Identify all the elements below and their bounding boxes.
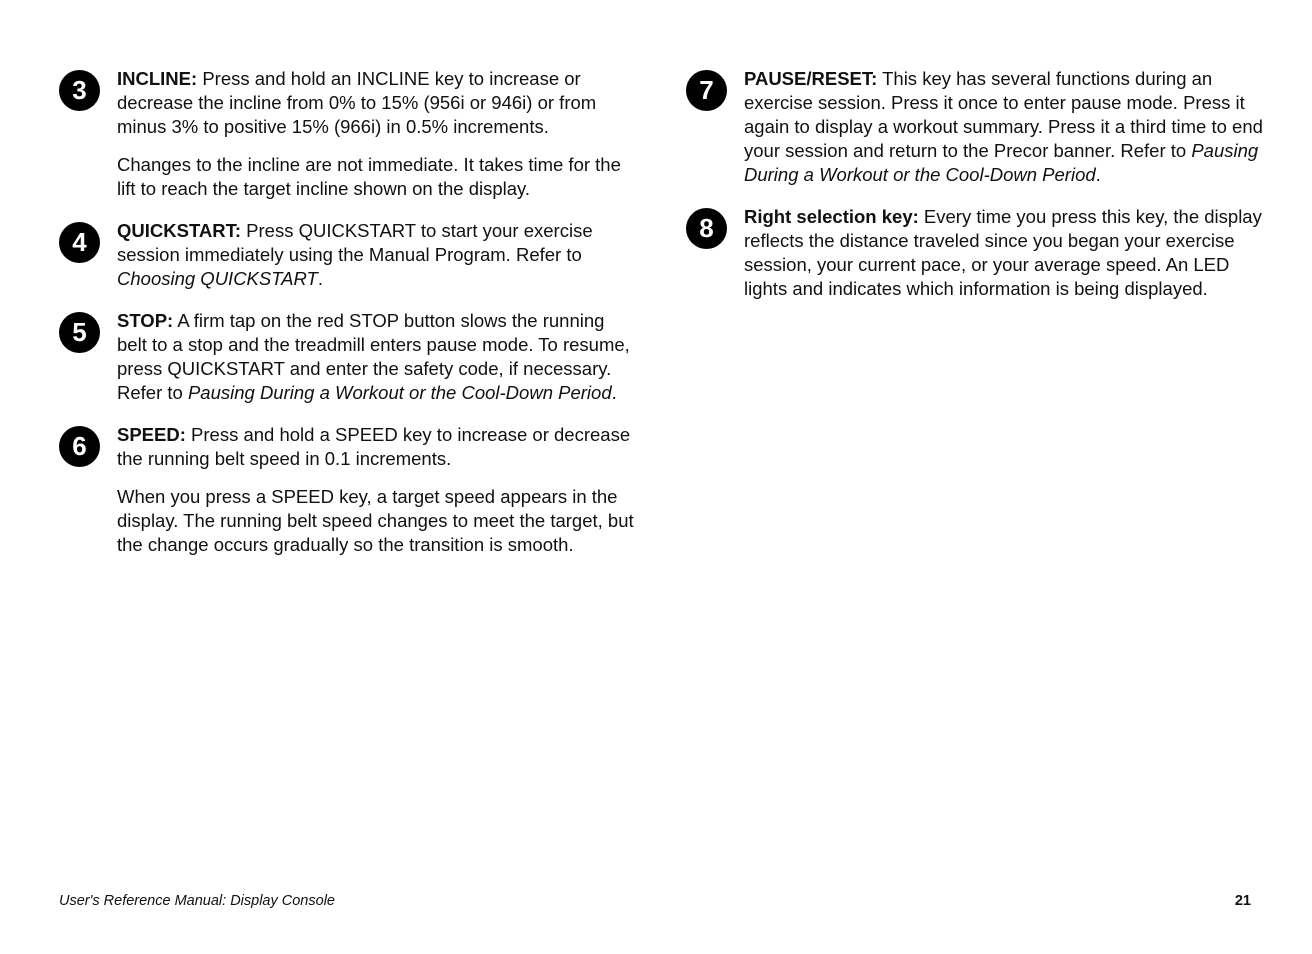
page-number: 21 [1234, 893, 1251, 909]
number-badge: 3 [59, 70, 100, 111]
sentence-end: . [317, 268, 323, 289]
item-note: When you press a SPEED key, a target speed appears in the display. The running belt speed changes to meet the target, but the change occurs gradually so the transition is smooth. [117, 486, 634, 555]
sentence-end: . [611, 382, 617, 403]
cross-reference: Pausing During a Workout or the Cool-Down Period [744, 140, 1259, 185]
number-badge: 5 [59, 312, 100, 353]
item-description [117, 423, 639, 471]
item-description [117, 309, 639, 405]
item-speed [59, 423, 639, 557]
item-text: Every time you press this key, the display reflects the distance traveled since you began your exercise session, your current pace, or your average speed. An LED lights and indicates which information is being displayed. [744, 206, 1262, 299]
item-text: Press and hold an INCLINE key to increase or decrease the incline from 0% to 15% (956i or 946i) or from minus 3% to positive 15% (966i) in 0.5% increments. [117, 68, 597, 137]
cross-reference: Pausing During a Workout or the Cool-Down Period [187, 382, 612, 403]
number-badge: 7 [686, 70, 727, 111]
right-column [686, 67, 1276, 319]
item-pause-reset [686, 67, 1276, 187]
item-quickstart [59, 219, 639, 291]
item-description [117, 67, 639, 139]
item-text: Press and hold a SPEED key to increase or decrease the running belt speed in 0.1 increments. [117, 424, 631, 469]
number-badge: 6 [59, 426, 100, 467]
item-label: QUICKSTART: [117, 220, 242, 241]
item-text: A firm tap on the red STOP button slows the running belt to a stop and the treadmill enters pause mode. To resume, press QUICKSTART and enter the safety code, if necessary. Refer to [117, 310, 630, 403]
item-label: PAUSE/RESET: [744, 68, 878, 89]
item-label: INCLINE: [117, 68, 198, 89]
item-right-selection-key [686, 205, 1276, 301]
item-label: SPEED: [117, 424, 186, 445]
item-text: Press QUICKSTART to start your exercise session immediately using the Manual Program. Refer to [117, 220, 593, 265]
item-label: Right selection key: [744, 206, 919, 227]
footer-title: User's Reference Manual: Display Console [59, 893, 335, 909]
item-note: Changes to the incline are not immediate. It takes time for the lift to reach the target incline shown on the display. [117, 154, 621, 199]
cross-reference: Choosing QUICKSTART [117, 268, 318, 289]
item-incline [59, 67, 639, 201]
item-description [744, 67, 1276, 187]
number-badge: 4 [59, 222, 100, 263]
item-label: STOP: [117, 310, 174, 331]
item-description [117, 219, 639, 291]
item-text: This key has several functions during an exercise session. Press it once to enter pause mode. Press it again to display a workout summary. Press it a third time to end your session and return to the Precor banner. Refer to [744, 68, 1263, 161]
item-description [744, 205, 1276, 301]
sentence-end: . [1095, 164, 1101, 185]
number-badge: 8 [686, 208, 727, 249]
left-column [59, 67, 639, 575]
page-footer [59, 892, 1251, 910]
item-stop [59, 309, 639, 405]
